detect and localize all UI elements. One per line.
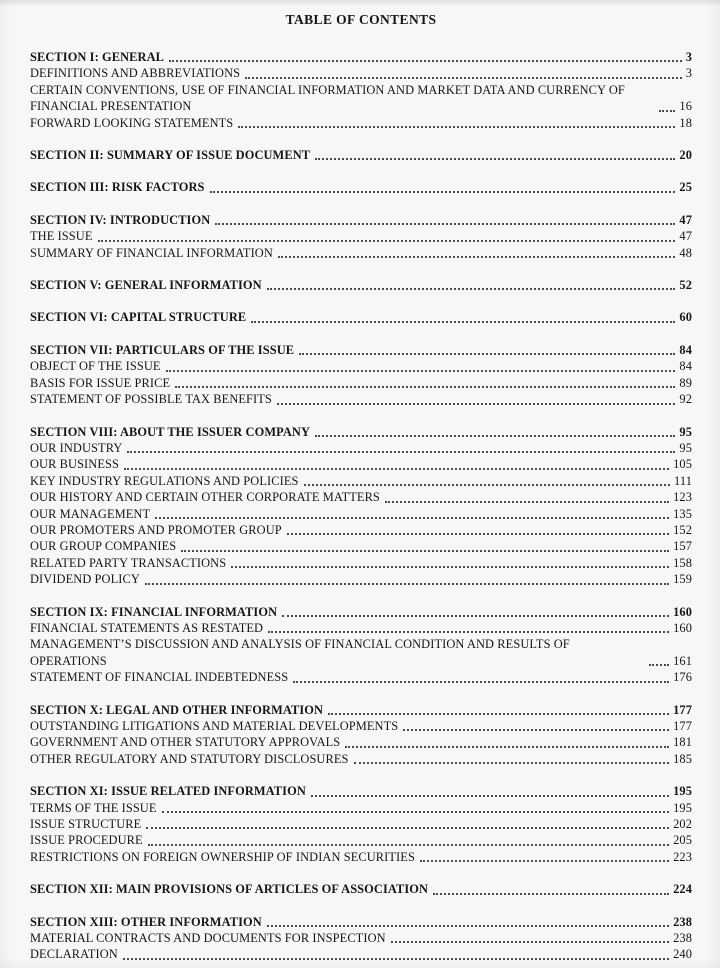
toc-group	[30, 342, 692, 408]
toc-entry-page: 202	[673, 817, 692, 832]
toc-entry-page: 111	[674, 473, 692, 488]
toc-entry-page: 105	[673, 457, 692, 472]
toc-entry	[30, 228, 692, 244]
toc-entry-page: 157	[673, 539, 692, 554]
toc-entry	[30, 800, 692, 816]
page-title: TABLE OF CONTENTS	[285, 12, 437, 27]
dot-leader	[267, 288, 676, 290]
toc-entry-label: SECTION II: SUMMARY OF ISSUE DOCUMENT	[30, 148, 311, 163]
toc-entry	[30, 718, 692, 734]
toc-entry-label: MANAGEMENT’S DISCUSSION AND ANALYSIS OF FINANCIAL CONDITION AND RESULTS OF OPERATIONS	[30, 637, 570, 668]
toc-entry	[30, 342, 692, 358]
toc-entry-page: 205	[673, 833, 692, 848]
dot-leader	[166, 370, 676, 372]
toc-entry-label: STATEMENT OF FINANCIAL INDEBTEDNESS	[30, 670, 289, 685]
toc-entry-label: SECTION XI: ISSUE RELATED INFORMATION	[30, 784, 306, 799]
toc-entry-page: 18	[679, 115, 692, 130]
toc-entry	[30, 212, 692, 228]
dot-leader	[146, 827, 669, 829]
toc-entry	[30, 115, 692, 131]
toc-entry-page: 47	[679, 212, 692, 227]
toc-entry-page: 25	[679, 180, 692, 195]
toc-group	[30, 179, 692, 195]
toc-entry-page: 238	[673, 931, 692, 946]
toc-entry-page: 177	[673, 702, 692, 717]
toc-entry	[30, 604, 692, 620]
toc-entry	[30, 620, 692, 636]
dot-leader	[155, 517, 669, 519]
dot-leader	[127, 451, 675, 453]
toc-entry-label: TERMS OF THE ISSUE	[30, 800, 157, 815]
toc-entry-page: 161	[673, 653, 692, 668]
dot-leader	[391, 941, 669, 943]
toc-entry-label: SECTION III: RISK FACTORS	[30, 180, 205, 195]
dot-leader	[175, 386, 675, 388]
toc-entry-page: 158	[673, 555, 692, 570]
toc-entry-page: 160	[673, 604, 692, 619]
toc-entry-label: CERTAIN CONVENTIONS, USE OF FINANCIAL INFORMATION AND MARKET DATA AND CURRENCY OF FINANCIAL PRESENTATION	[30, 82, 625, 114]
dot-leader	[293, 681, 669, 683]
dot-leader	[315, 435, 675, 437]
toc-entry-page: 195	[673, 784, 692, 799]
toc-entry	[30, 832, 692, 848]
toc-entry-label: SECTION V: GENERAL INFORMATION	[30, 278, 262, 293]
toc-entry	[30, 506, 692, 522]
toc-entry-label: SECTION XIII: OTHER INFORMATION	[30, 914, 262, 929]
dot-leader	[659, 110, 675, 112]
toc-entry-page: 195	[673, 800, 692, 815]
toc-entry-label: KEY INDUSTRY REGULATIONS AND POLICIES	[30, 473, 299, 488]
toc-group	[30, 702, 692, 768]
toc-entry	[30, 65, 692, 81]
toc-entry-label: OUR HISTORY AND CERTAIN OTHER CORPORATE MATTERS	[30, 490, 380, 505]
toc-entry-label: SECTION VII: PARTICULARS OF THE ISSUE	[30, 342, 295, 357]
dot-leader	[403, 729, 669, 731]
toc-entry	[30, 538, 692, 554]
toc-entry	[30, 277, 692, 293]
toc-entry	[30, 391, 692, 407]
dot-leader	[123, 958, 669, 960]
toc-entry-label: SECTION IV: INTRODUCTION	[30, 212, 211, 227]
toc-group	[30, 914, 692, 963]
dot-leader	[181, 550, 669, 552]
toc-entry-page: 185	[673, 751, 692, 766]
dot-leader	[304, 484, 671, 486]
dot-leader	[251, 321, 675, 323]
dot-leader	[278, 256, 676, 258]
dot-leader	[385, 501, 669, 503]
toc-entry	[30, 82, 692, 115]
toc-entry-page: 3	[685, 50, 692, 64]
toc-entry	[30, 440, 692, 456]
toc-entry-page: 52	[679, 278, 692, 293]
toc-group	[30, 309, 692, 325]
toc-entry-label: DECLARATION	[30, 947, 118, 962]
toc-entry	[30, 179, 692, 195]
dot-leader	[145, 583, 669, 585]
toc-entry	[30, 946, 692, 962]
toc-entry-page: 240	[673, 947, 692, 962]
toc-entry-page: 84	[679, 342, 692, 357]
toc-group	[30, 147, 692, 163]
toc-entry	[30, 816, 692, 832]
toc-entry-page: 20	[679, 148, 692, 163]
toc-entry-page: 176	[673, 670, 692, 685]
toc-entry-label: DEFINITIONS AND ABBREVIATIONS	[30, 66, 241, 81]
toc-entry-label: SUMMARY OF FINANCIAL INFORMATION	[30, 245, 273, 260]
toc-entry-page: 89	[679, 375, 692, 390]
toc-entry	[30, 702, 692, 718]
toc-entry	[30, 245, 692, 261]
toc-entry-label: ISSUE PROCEDURE	[30, 833, 143, 848]
dot-leader	[268, 631, 669, 633]
toc-entry	[30, 309, 692, 325]
dot-leader	[210, 191, 676, 193]
toc-entry	[30, 734, 692, 750]
toc-entry-label: BASIS FOR ISSUE PRICE	[30, 375, 171, 390]
toc-entry-page: 16	[679, 99, 692, 114]
toc-entry-label: MATERIAL CONTRACTS AND DOCUMENTS FOR INSPECTION	[30, 931, 386, 946]
toc-entry-page: 238	[673, 914, 692, 929]
toc-entry-label: SECTION XII: MAIN PROVISIONS OF ARTICLES OF ASSOCIATION	[30, 882, 429, 897]
dot-leader	[315, 158, 675, 160]
toc-entry	[30, 375, 692, 391]
toc-entry-label: OUTSTANDING LITIGATIONS AND MATERIAL DEVELOPMENTS	[30, 719, 399, 733]
dot-leader	[287, 533, 669, 535]
toc-entry-label: OUR PROMOTERS AND PROMOTER GROUP	[30, 522, 282, 537]
dot-leader	[282, 615, 669, 617]
dot-leader	[98, 240, 676, 242]
toc-entry	[30, 636, 692, 669]
dot-leader	[420, 860, 669, 862]
toc-entry-label: OTHER REGULATORY AND STATUTORY DISCLOSURES	[30, 751, 349, 766]
toc-entry-label: SECTION VI: CAPITAL STRUCTURE	[30, 310, 247, 325]
toc-entry-page: 95	[679, 440, 692, 455]
toc-entry	[30, 849, 692, 865]
toc-entry-page: 223	[673, 849, 692, 864]
toc-entry	[30, 930, 692, 946]
toc-entry-label: THE ISSUE	[30, 229, 93, 244]
dot-leader	[311, 795, 669, 797]
dot-leader	[238, 126, 675, 128]
dot-leader	[245, 77, 682, 79]
toc-entry-label: RESTRICTIONS ON FOREIGN OWNERSHIP OF INDIAN SECURITIES	[30, 849, 415, 864]
toc-entry-label: OUR MANAGEMENT	[30, 506, 151, 521]
toc-entry-page: 84	[679, 359, 692, 374]
dot-leader	[345, 746, 669, 748]
toc-entry	[30, 49, 692, 65]
toc-entry-label: SECTION I: GENERAL	[30, 50, 164, 64]
toc-entry	[30, 751, 692, 767]
dot-leader	[433, 893, 669, 895]
toc-entry-label: FORWARD LOOKING STATEMENTS	[30, 115, 234, 130]
toc-entry-page: 135	[673, 506, 692, 521]
toc-entry	[30, 489, 692, 505]
toc-entry-page: 181	[673, 735, 692, 750]
toc-entry	[30, 571, 692, 587]
toc-entry-label: OBJECT OF THE ISSUE	[30, 359, 161, 374]
toc-entry-label: DIVIDEND POLICY	[30, 572, 140, 587]
dot-leader	[267, 925, 669, 927]
dot-leader	[124, 468, 669, 470]
toc-entry	[30, 456, 692, 472]
toc-entry-label: SECTION VIII: ABOUT THE ISSUER COMPANY	[30, 424, 311, 439]
toc-group	[30, 783, 692, 865]
toc-entry	[30, 881, 692, 897]
toc-entry-page: 3	[685, 66, 692, 81]
toc-entry-label: STATEMENT OF POSSIBLE TAX BENEFITS	[30, 392, 272, 407]
toc-entry-page: 92	[679, 392, 692, 407]
toc-entry-page: 152	[673, 522, 692, 537]
toc-entry	[30, 783, 692, 799]
dot-leader	[354, 762, 670, 764]
toc-entry	[30, 147, 692, 163]
dot-leader	[328, 713, 669, 715]
toc-entry	[30, 914, 692, 930]
toc-entry-page: 159	[673, 572, 692, 587]
toc-entry	[30, 473, 692, 489]
toc-entry-page: 47	[679, 229, 692, 244]
toc-entry-label: SECTION IX: FINANCIAL INFORMATION	[30, 604, 278, 619]
dot-leader	[649, 664, 669, 666]
toc-entry-label: OUR BUSINESS	[30, 457, 119, 472]
dot-leader	[215, 223, 675, 225]
dot-leader	[299, 353, 675, 355]
toc-entry-page: 177	[673, 719, 692, 733]
dot-leader	[148, 844, 669, 846]
dot-leader	[169, 60, 682, 62]
toc-entry	[30, 522, 692, 538]
toc-group	[30, 424, 692, 588]
toc-entry-page: 48	[679, 245, 692, 260]
toc-group	[30, 604, 692, 686]
dot-leader	[231, 566, 669, 568]
toc-entry-label: OUR GROUP COMPANIES	[30, 539, 177, 554]
toc-entry-label: RELATED PARTY TRANSACTIONS	[30, 555, 227, 570]
toc-entry	[30, 358, 692, 374]
toc-entry	[30, 555, 692, 571]
toc-entry-label: FINANCIAL STATEMENTS AS RESTATED	[30, 620, 264, 635]
toc-entry-page: 123	[673, 490, 692, 505]
toc-group	[30, 277, 692, 293]
toc-entry-page: 160	[673, 620, 692, 635]
toc-group	[30, 881, 692, 897]
dot-leader	[277, 403, 675, 405]
toc-entry	[30, 424, 692, 440]
dot-leader	[162, 811, 670, 813]
toc-entry	[30, 669, 692, 685]
toc-group	[30, 212, 692, 261]
toc-entry-page: 60	[679, 310, 692, 325]
toc-entry-label: ISSUE STRUCTURE	[30, 817, 142, 832]
toc-entry-label: OUR INDUSTRY	[30, 440, 123, 455]
toc-group	[30, 49, 692, 131]
toc-entry-label: GOVERNMENT AND OTHER STATUTORY APPROVALS	[30, 735, 341, 750]
toc-entry-page: 224	[673, 882, 692, 897]
toc	[30, 49, 692, 963]
toc-entry-label: SECTION X: LEGAL AND OTHER INFORMATION	[30, 702, 324, 717]
toc-entry-page: 95	[679, 424, 692, 439]
